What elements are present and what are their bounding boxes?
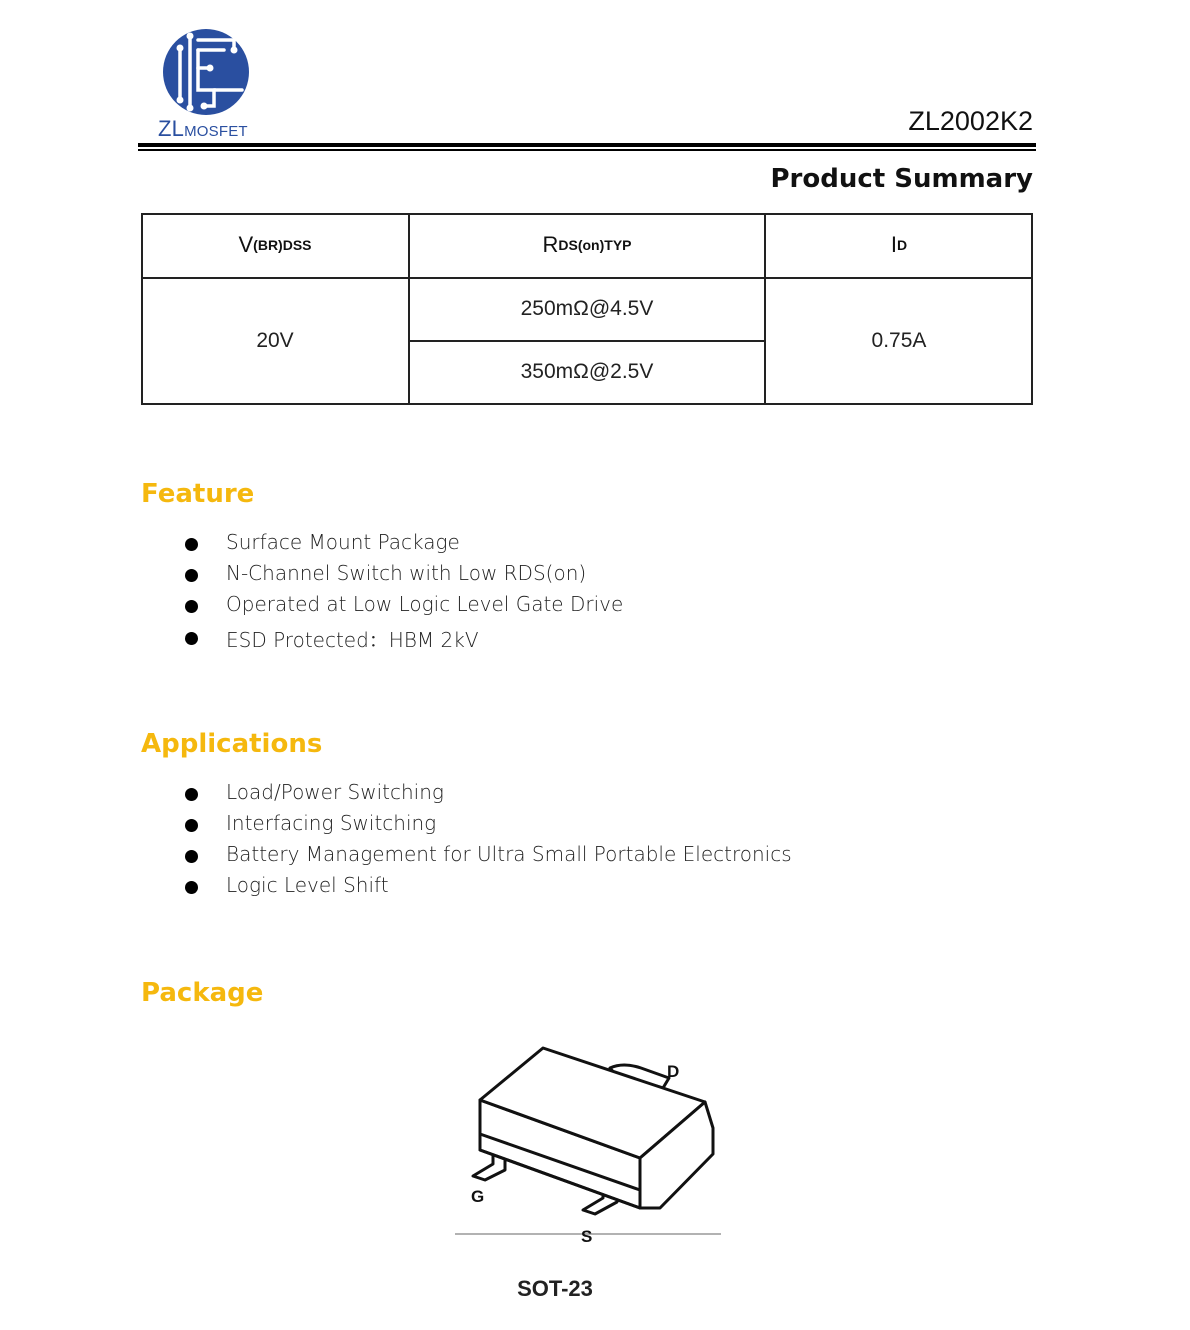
logo-wordmark-prefix: ZL bbox=[158, 116, 185, 141]
list-item bbox=[0, 811, 1190, 842]
bullet-icon bbox=[185, 600, 198, 613]
header-rule-thick bbox=[138, 143, 1036, 147]
header-rds-on bbox=[409, 213, 765, 277]
application-item-text: Interfacing Switching bbox=[226, 811, 437, 835]
bullet-icon bbox=[185, 881, 198, 894]
header-vbr-sub: (BR)DSS bbox=[253, 237, 312, 253]
product-summary-title: Product Summary bbox=[770, 164, 1033, 194]
feature-title: Feature bbox=[141, 479, 255, 509]
vbr-value: 20V bbox=[256, 329, 294, 352]
header-vbr-dss bbox=[141, 213, 409, 277]
logo-wordmark-suffix: MOSFET bbox=[184, 123, 248, 140]
id-value: 0.75A bbox=[871, 329, 927, 352]
feature-item-text: ESD Protected：HBM 2kV bbox=[226, 628, 479, 652]
list-item bbox=[0, 592, 1190, 623]
list-item bbox=[0, 561, 1190, 592]
bullet-icon bbox=[185, 632, 198, 645]
product-summary-table bbox=[141, 213, 1033, 405]
feature-item-text: N-Channel Switch with Low RDS(on) bbox=[226, 561, 587, 585]
header-rule-thin bbox=[138, 149, 1036, 151]
sot23-package-drawing bbox=[455, 1030, 725, 1250]
feature-item-text: Operated at Low Logic Level Gate Drive bbox=[226, 592, 624, 616]
pin-label-source: S bbox=[581, 1227, 593, 1246]
header-vbr-main: V bbox=[238, 232, 254, 257]
list-item bbox=[0, 873, 1190, 904]
pin-label-gate: G bbox=[471, 1187, 485, 1206]
list-item bbox=[0, 780, 1190, 811]
bullet-icon bbox=[185, 819, 198, 832]
application-item-text: Battery Management for Ultra Small Portable Electronics bbox=[226, 842, 792, 866]
part-number: ZL2002K2 bbox=[908, 106, 1033, 136]
pin-label-drain: D bbox=[667, 1062, 680, 1081]
bullet-icon bbox=[185, 850, 198, 863]
rds-value-4v5: 250mΩ@4.5V bbox=[520, 297, 654, 320]
list-item bbox=[0, 530, 1190, 561]
bullet-icon bbox=[185, 538, 198, 551]
header-id-main: I bbox=[890, 232, 897, 257]
list-item bbox=[0, 842, 1190, 873]
header-id bbox=[765, 213, 1033, 277]
rds-value-2v5: 350mΩ@2.5V bbox=[520, 360, 654, 383]
package-name: SOT-23 bbox=[517, 1276, 593, 1301]
bullet-icon bbox=[185, 788, 198, 801]
bullet-icon bbox=[185, 569, 198, 582]
logo-wordmark bbox=[158, 116, 248, 142]
header-rds-sub: DS(on)TYP bbox=[558, 237, 632, 253]
package-title: Package bbox=[141, 978, 264, 1008]
application-item-text: Load/Power Switching bbox=[226, 780, 444, 804]
feature-item-text: Surface Mount Package bbox=[226, 530, 460, 554]
applications-title: Applications bbox=[141, 729, 323, 759]
application-item-text: Logic Level Shift bbox=[226, 873, 389, 897]
header-id-sub: D bbox=[897, 237, 908, 253]
header-rds-main: R bbox=[542, 232, 559, 257]
list-item bbox=[0, 624, 1190, 655]
